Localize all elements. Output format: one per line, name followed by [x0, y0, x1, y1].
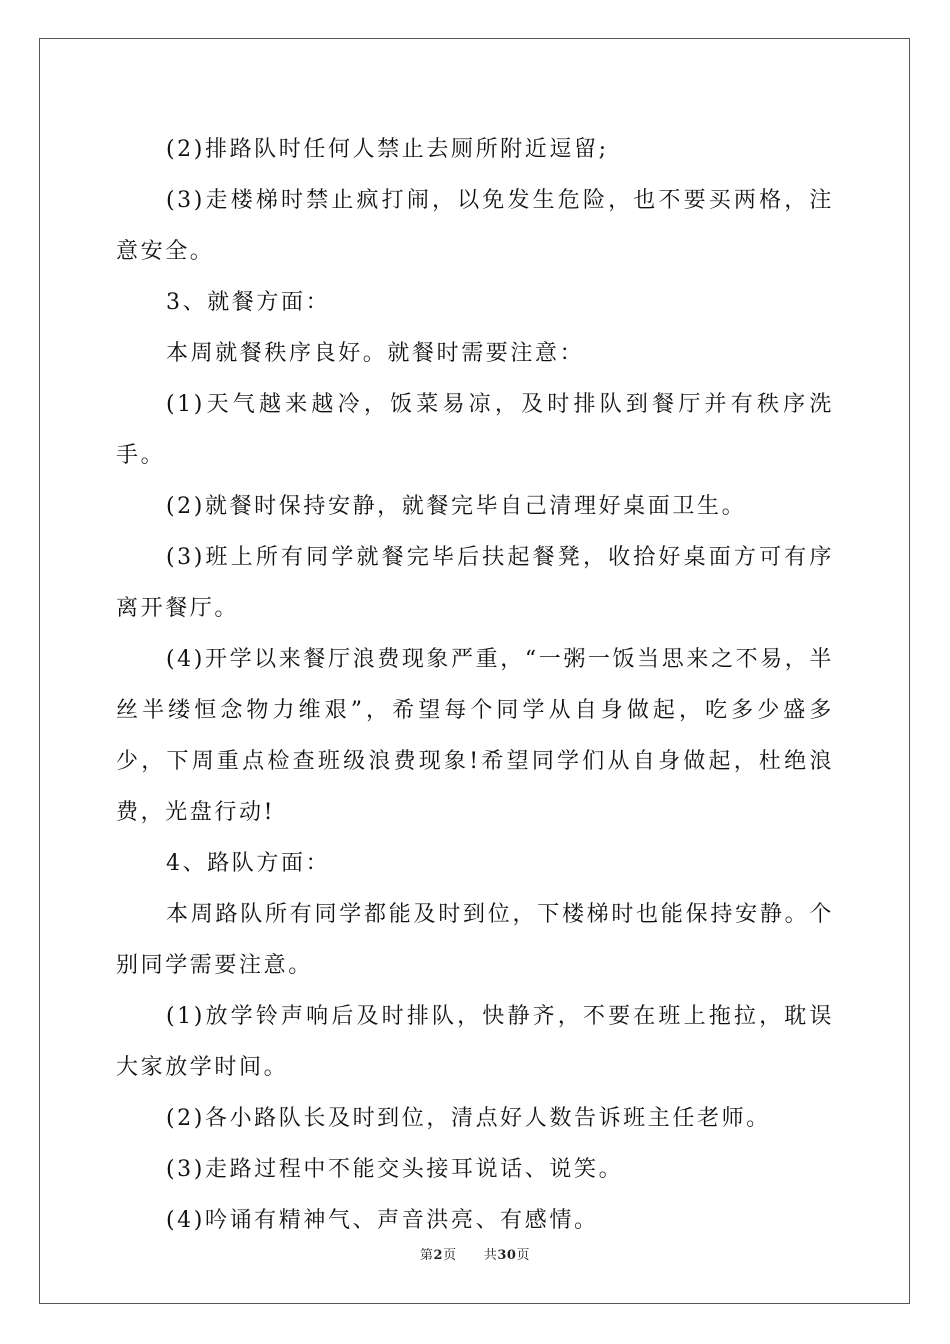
- paragraph: (4)开学以来餐厅浪费现象严重，“一粥一饭当思来之不易，半丝半缕恒念物力维艰”，希望每个同学从自身做起，吃多少盛多少，下周重点检查班级浪费现象!希望同学们从自身做起，杜绝浪费，光盘行动!: [116, 647, 834, 825]
- paragraph: (4)吟诵有精神气、声音洪亮、有感情。: [166, 1208, 599, 1233]
- paragraph: (2)各小路队长及时到位，清点好人数告诉班主任老师。: [166, 1106, 771, 1131]
- section-heading: 3、就餐方面：: [166, 290, 331, 315]
- paragraph: (3)班上所有同学就餐完毕后扶起餐凳，收拾好桌面方可有序离开餐厅。: [116, 545, 834, 621]
- paragraph: (1)天气越来越冷，饭菜易凉，及时排队到餐厅并有秩序洗手。: [116, 392, 834, 468]
- page-footer: [0, 1244, 950, 1263]
- paragraph: (2)排路队时任何人禁止去厕所附近逗留;: [166, 137, 609, 162]
- paragraph: (3)走楼梯时禁止疯打闹，以免发生危险，也不要买两格，注意安全。: [116, 188, 834, 264]
- page-number: 第2页: [420, 1248, 457, 1263]
- paragraph: 本周就餐秩序良好。就餐时需要注意：: [166, 341, 585, 366]
- page-total: 共30页: [483, 1248, 530, 1263]
- document-body: [116, 124, 834, 1246]
- section-heading: 4、路队方面：: [166, 851, 331, 876]
- paragraph: (2)就餐时保持安静，就餐完毕自己清理好桌面卫生。: [166, 494, 747, 519]
- paragraph: 本周路队所有同学都能及时到位，下楼梯时也能保持安静。个别同学需要注意。: [116, 902, 834, 978]
- paragraph: (3)走路过程中不能交头接耳说话、说笑。: [166, 1157, 624, 1182]
- paragraph: (1)放学铃声响后及时排队，快静齐，不要在班上拖拉，耽误大家放学时间。: [116, 1004, 834, 1080]
